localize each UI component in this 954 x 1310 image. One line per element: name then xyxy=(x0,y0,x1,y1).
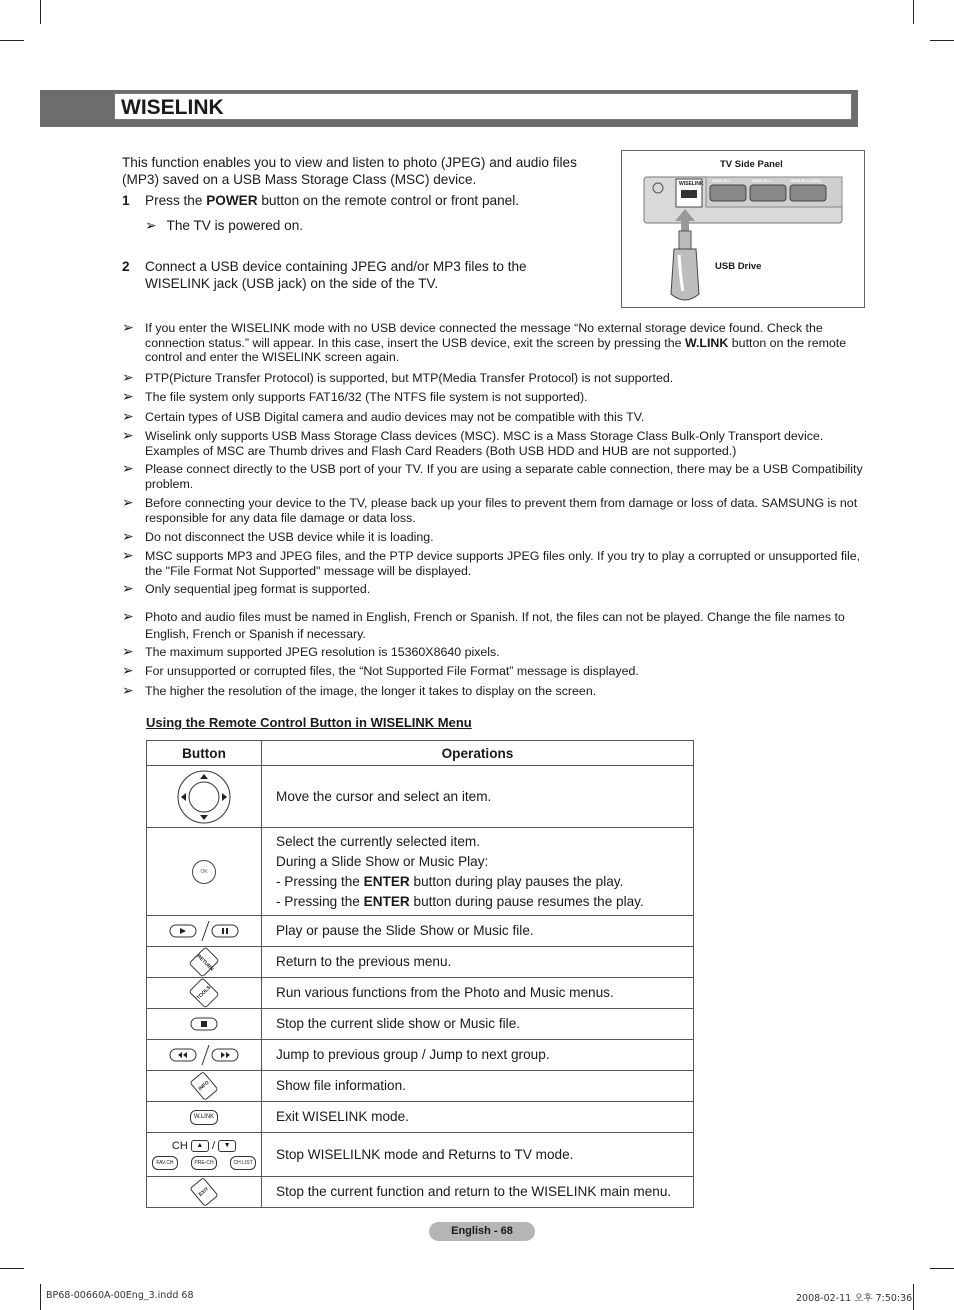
stop-icon xyxy=(190,1016,218,1032)
arrow-icon: ➢ xyxy=(122,643,134,659)
fav-ch-icon: FAV.CH xyxy=(152,1156,178,1170)
return-icon: RETURN xyxy=(188,946,219,977)
step-text: Connect a USB device containing JPEG and/or MP3 files to the WISELINK jack (USB jack) on the side of the TV. xyxy=(145,259,527,291)
table-heading: Using the Remote Control Button in WISELINK Menu xyxy=(146,715,472,730)
tv-panel-illustration xyxy=(622,151,866,309)
step-1-result: ➢ The TV is powered on. xyxy=(145,217,304,233)
column-header-button: Button xyxy=(147,741,262,766)
crop-mark xyxy=(40,0,41,24)
arrow-icon: ➢ xyxy=(122,682,134,698)
table-row xyxy=(147,1040,694,1071)
hdmi-port-label: HDMI IN 2 xyxy=(752,178,771,183)
table-header-row xyxy=(147,741,694,766)
operation-text: Show file information. xyxy=(262,1071,694,1102)
arrow-icon: ➢ xyxy=(122,427,134,443)
operation-text: During a Slide Show or Music Play: xyxy=(276,853,489,869)
arrow-icon: ➢ xyxy=(122,547,134,563)
operation-text: - Pressing the ENTER button during pause resumes the play. xyxy=(276,893,644,909)
tools-icon: TOOLS xyxy=(188,977,219,1008)
chevron-up-icon: ▲ xyxy=(191,1140,209,1152)
operation-text: Return to the previous menu. xyxy=(262,947,694,978)
step-number: 2 xyxy=(122,259,130,274)
dpad-icon xyxy=(176,769,232,825)
page-number-badge: English - 68 xyxy=(429,1222,535,1241)
crop-mark xyxy=(913,0,914,24)
operations-table xyxy=(146,740,694,1208)
crop-mark xyxy=(40,1284,41,1310)
timestamp-slug: 2008-02-11 오후 7:50:36 xyxy=(796,1293,913,1304)
tv-side-panel-label: TV Side Panel xyxy=(720,159,783,170)
operation-text: Stop the current function and return to the WISELINK main menu. xyxy=(262,1177,694,1208)
operation-text: Jump to previous group / Jump to next group. xyxy=(262,1040,694,1071)
arrow-icon: ➢ xyxy=(122,494,134,510)
step-text: Press the POWER button on the remote control or front panel. xyxy=(145,193,520,208)
table-row xyxy=(147,1009,694,1040)
arrow-icon: ➢ xyxy=(122,408,134,424)
table-row xyxy=(147,1071,694,1102)
arrow-icon: ➢ xyxy=(122,388,134,404)
table-row xyxy=(147,916,694,947)
hdmi-port-label: HDMI IN 1 xyxy=(712,178,731,183)
chevron-down-icon: ▼ xyxy=(218,1140,236,1152)
operation-text: Exit WISELINK mode. xyxy=(262,1102,694,1133)
table-row xyxy=(147,1133,694,1177)
arrow-icon: ➢ xyxy=(122,460,134,476)
crop-mark xyxy=(0,40,24,41)
ch-list-icon: CH LIST xyxy=(230,1156,256,1170)
page-title: WISELINK xyxy=(114,93,852,120)
operation-text: - Pressing the ENTER button during play pauses the play. xyxy=(276,873,624,889)
arrow-icon: ➢ xyxy=(145,217,157,233)
arrow-icon: ➢ xyxy=(122,319,134,335)
wiselink-port-label: WISELINK xyxy=(679,181,704,187)
operation-text: Play or pause the Slide Show or Music file. xyxy=(262,916,694,947)
table-row xyxy=(147,978,694,1009)
rewind-ff-icon xyxy=(169,1044,239,1066)
operation-text: Stop the current slide show or Music file. xyxy=(262,1009,694,1040)
pre-ch-icon: PRE-CH xyxy=(191,1156,217,1170)
arrow-icon: ➢ xyxy=(122,662,134,678)
table-row xyxy=(147,1177,694,1208)
title-bar xyxy=(40,90,858,127)
arrow-icon: ➢ xyxy=(122,528,134,544)
hdmi-port-label: HDMI IN 3 (ARC) xyxy=(790,178,822,183)
arrow-icon: ➢ xyxy=(122,580,134,596)
operation-text: Select the currently selected item. xyxy=(276,833,480,849)
table-row xyxy=(147,828,694,916)
wlink-icon: W.LINK xyxy=(190,1110,218,1125)
tv-side-panel-figure xyxy=(621,150,865,308)
file-slug: BP68-00660A-00Eng_3.indd 68 xyxy=(46,1290,194,1301)
operation-text: Run various functions from the Photo and Music menus. xyxy=(262,978,694,1009)
operation-text: Stop WISELILNK mode and Returns to TV mode. xyxy=(262,1133,694,1177)
column-header-operations: Operations xyxy=(262,741,694,766)
info-icon: INFO xyxy=(189,1071,218,1101)
step-number: 1 xyxy=(122,193,130,208)
enter-icon: OK xyxy=(192,860,216,884)
crop-mark xyxy=(930,1268,954,1269)
ch-up-down-buttons: CH ▲ / ▼ xyxy=(147,1140,261,1153)
usb-drive-label: USB Drive xyxy=(715,261,762,272)
table-row xyxy=(147,766,694,828)
play-pause-icon xyxy=(169,920,239,942)
operation-text: Move the cursor and select an item. xyxy=(262,766,694,828)
table-row xyxy=(147,1102,694,1133)
arrow-icon: ➢ xyxy=(122,369,134,385)
exit-icon: EXIT xyxy=(189,1177,218,1207)
crop-mark xyxy=(913,1284,914,1310)
table-row xyxy=(147,947,694,978)
crop-mark xyxy=(0,1268,24,1269)
intro-text: This function enables you to view and listen to photo (JPEG) and audio files (MP3) saved on a USB Mass Storage Class (MSC) device. xyxy=(122,155,577,187)
crop-mark xyxy=(930,40,954,41)
arrow-icon: ➢ xyxy=(122,608,134,624)
